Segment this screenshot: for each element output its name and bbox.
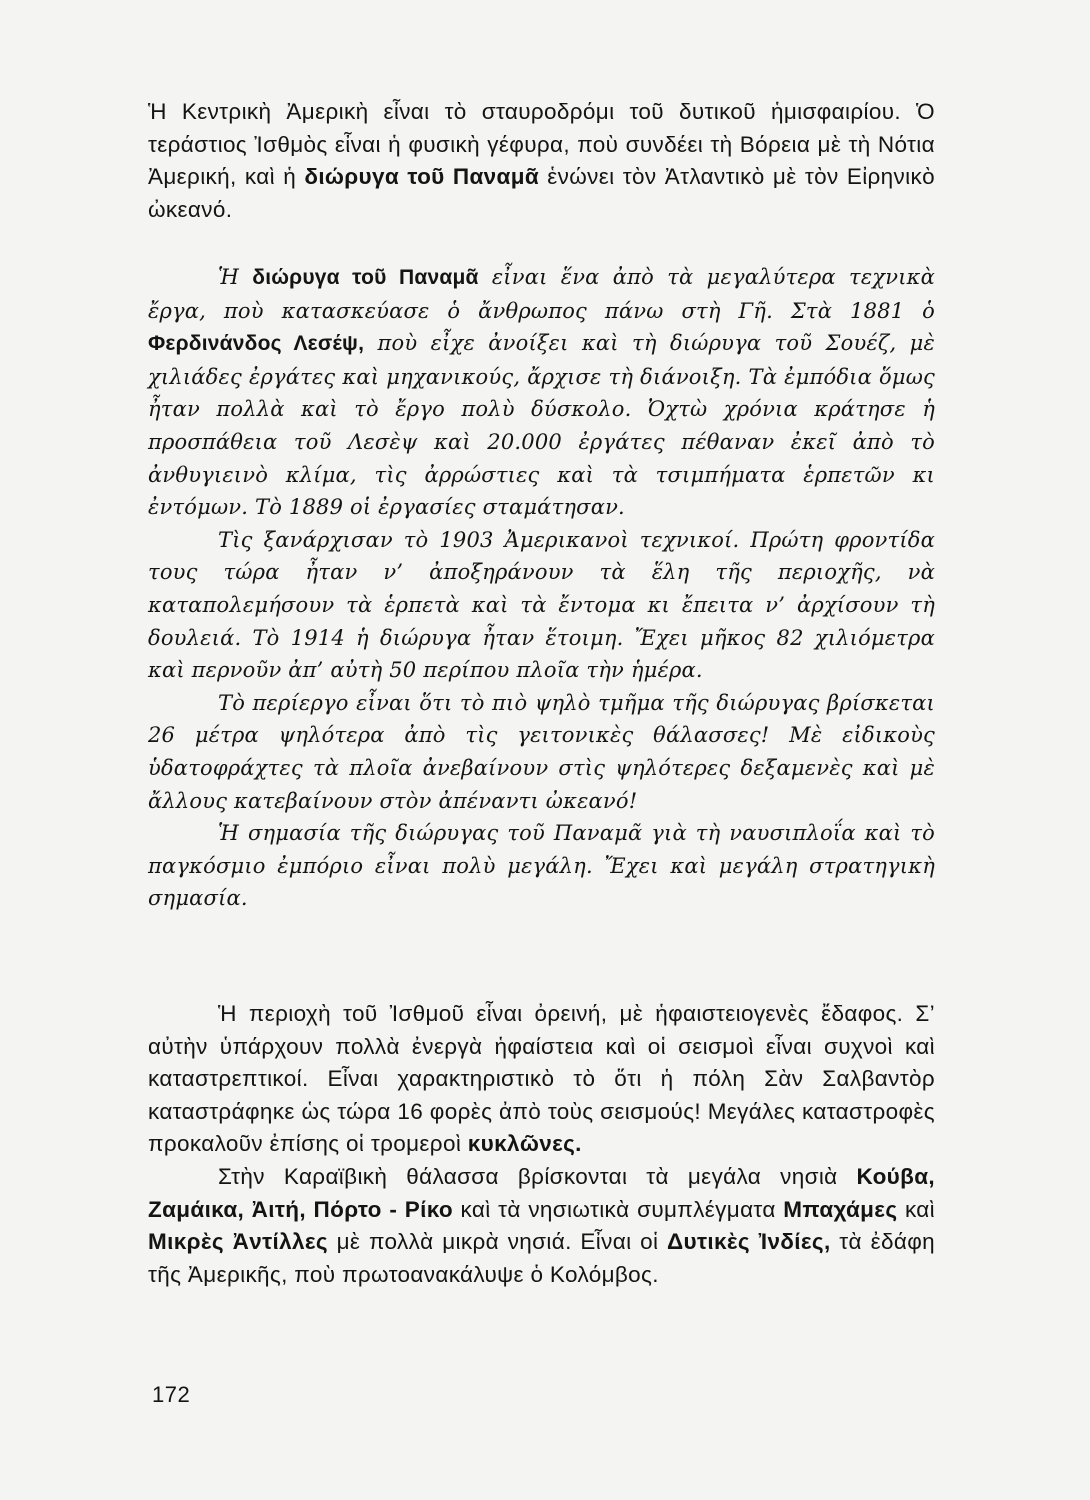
text-run: εἶναι ἕνα ἀπὸ τὰ μεγαλύτερα τεχνικὰ ἔργα, ποὺ κατασκεύασε ὁ ἄνθρωπος πάνω στὴ Γῆ. Στὰ 1881 ὁ xyxy=(148,265,935,323)
text-run: Ἡ Κεντρικὴ Ἀμερικὴ εἶναι τὸ σταυροδρόμι τοῦ δυτικοῦ ἡμισφαιρίου. Ὁ τεράστιος Ἰσθμὸς εἶναι ἡ φυσικὴ γέφυρα, ποὺ συνδέει τὴ Βόρεια μὲ τὴ Νότια Ἀμερική, καὶ ἡ xyxy=(148,99,935,190)
bold-term: Δυτικὲς Ἰνδίες, xyxy=(667,1229,831,1255)
bold-term: διώρυγα τοῦ Παναμᾶ xyxy=(304,164,540,190)
text-run: μὲ πολλὰ μικρὰ νησιά. Εἶναι οἱ xyxy=(327,1229,668,1255)
canal-paragraph-history xyxy=(148,261,935,524)
text-run: καὶ τὰ νησιωτικὰ συμπλέγματα xyxy=(452,1196,784,1222)
bold-term: Μικρὲς Ἀντίλλες xyxy=(148,1229,328,1255)
canal-paragraph-locks: Τὸ περίεργο εἶναι ὅτι τὸ πιὸ ψηλὸ τμῆμα τῆς διώρυγας βρίσκεται 26 μέτρα ψηλότερα ἀπὸ τὶς γειτονικὲς θάλασσες! Μὲ εἰδικοὺς ὑδατοφράχτες τὰ πλοῖα ἀνεβαίνουν στὶς ψηλότερες δεξαμενὲς καὶ μὲ ἄλλους κατεβαίνουν στὸν ἀπέναντι ὠκεανό! xyxy=(148,690,935,813)
text-run: τὰ ἐδάφη τῆς Ἀμερικῆς, ποὺ πρωτοανακάλυψε ὁ Κολόμβος. xyxy=(148,1229,935,1287)
intro-paragraph xyxy=(148,96,935,226)
text-run: καὶ xyxy=(897,1196,935,1222)
text-run: Ἡ περιοχὴ τοῦ Ἰσθμοῦ εἶναι ὀρεινή, μὲ ἡφαιστειογενὲς ἔδαφος. Σ’ αὐτὴν ὑπάρχουν πολλὰ ἐνεργὰ ἡφαίστεια καὶ οἱ σεισμοὶ εἶναι συχνοὶ καὶ καταστρεπτικοί. Εἶναι χαρακτηριστικὸ τὸ ὅτι ἡ πόλη Σὰν Σαλβαντὸρ καταστράφηκε ὡς τώρα 16 φορὲς ἀπὸ τοὺς σεισμούς! Μεγάλες καταστροφὲς προκαλοῦν ἐπίσης οἱ τρομεροὶ xyxy=(148,1001,935,1157)
geography-paragraph-terrain xyxy=(148,998,935,1161)
canal-paragraph-construction: Τὶς ξανάρχισαν τὸ 1903 Ἀμερικανοὶ τεχνικοί. Πρώτη φροντίδα τους τώρα ἦταν ν’ ἀποξηράνουν τὰ ἕλη τῆς περιοχῆς, νὰ καταπολεμήσουν τὰ ἑρπετὰ καὶ τὰ ἔντομα κι ἔπειτα ν’ ἀρχίσουν τὴ δουλειά. Τὸ 1914 ἡ διώρυγα ἦταν ἕτοιμη. Ἔχει μῆκος 82 χιλιόμετρα καὶ περνοῦν ἀπ’ αὐτὴ 50 περίπου πλοῖα τὴν ἡμέρα. xyxy=(148,527,935,683)
bold-term: Κούβα, Ζαμάικα, Ἀιτή, Πόρτο - Ρίκο xyxy=(148,1163,935,1222)
geography-paragraph-islands xyxy=(148,1161,935,1291)
bold-term: Μπαχάμες xyxy=(783,1196,898,1222)
bold-term: Φερδινάνδος Λεσέψ, xyxy=(148,332,365,356)
canal-section xyxy=(148,261,935,915)
bold-term: κυκλῶνες. xyxy=(467,1131,582,1157)
bold-term: διώρυγα τοῦ Παναμᾶ xyxy=(252,266,479,289)
text-run: ποὺ εἶχε ἀνοίξει καὶ τὴ διώρυγα τοῦ Σουέζ, μὲ χιλιάδες ἐργάτες καὶ μηχανικούς, ἄρχισε τὴ διάνοιξη. Τὰ ἐμπόδια ὅμως ἦταν πολλὰ καὶ τὸ ἔργο πολὺ δύσκολο. Ὀχτὼ χρόνια κράτησε ἡ προσπάθεια τοῦ Λεσὲψ καὶ 20.000 ἐργάτες πέθαναν ἐκεῖ ἀπὸ τὸ ἀνθυγιεινὸ κλίμα, τὶς ἀρρώστιες καὶ τὰ τσιμπήματα ἑρπετῶν κι ἐντόμων. Τὸ 1889 οἱ ἐργασίες σταμάτησαν. xyxy=(148,331,935,520)
text-run: Στὴν Καραϊβικὴ θάλασσα βρίσκονται τὰ μεγάλα νησιὰ xyxy=(218,1163,857,1189)
geography-section xyxy=(148,998,935,1291)
text-run: ἑνώνει τὸν Ἀτλαντικὸ μὲ τὸν Εἰρηνικὸ ὠκεανό. xyxy=(148,164,935,222)
intro-section xyxy=(148,96,935,226)
text-run: Ἡ xyxy=(218,265,253,289)
page-number: 172 xyxy=(152,1382,191,1407)
canal-paragraph-significance: Ἡ σημασία τῆς διώρυγας τοῦ Παναμᾶ γιὰ τὴ ναυσιπλοΐα καὶ τὸ παγκόσμιο ἐμπόριο εἶναι πολὺ μεγάλη. Ἔχει καὶ μεγάλη στρατηγικὴ σημασία. xyxy=(148,821,935,911)
